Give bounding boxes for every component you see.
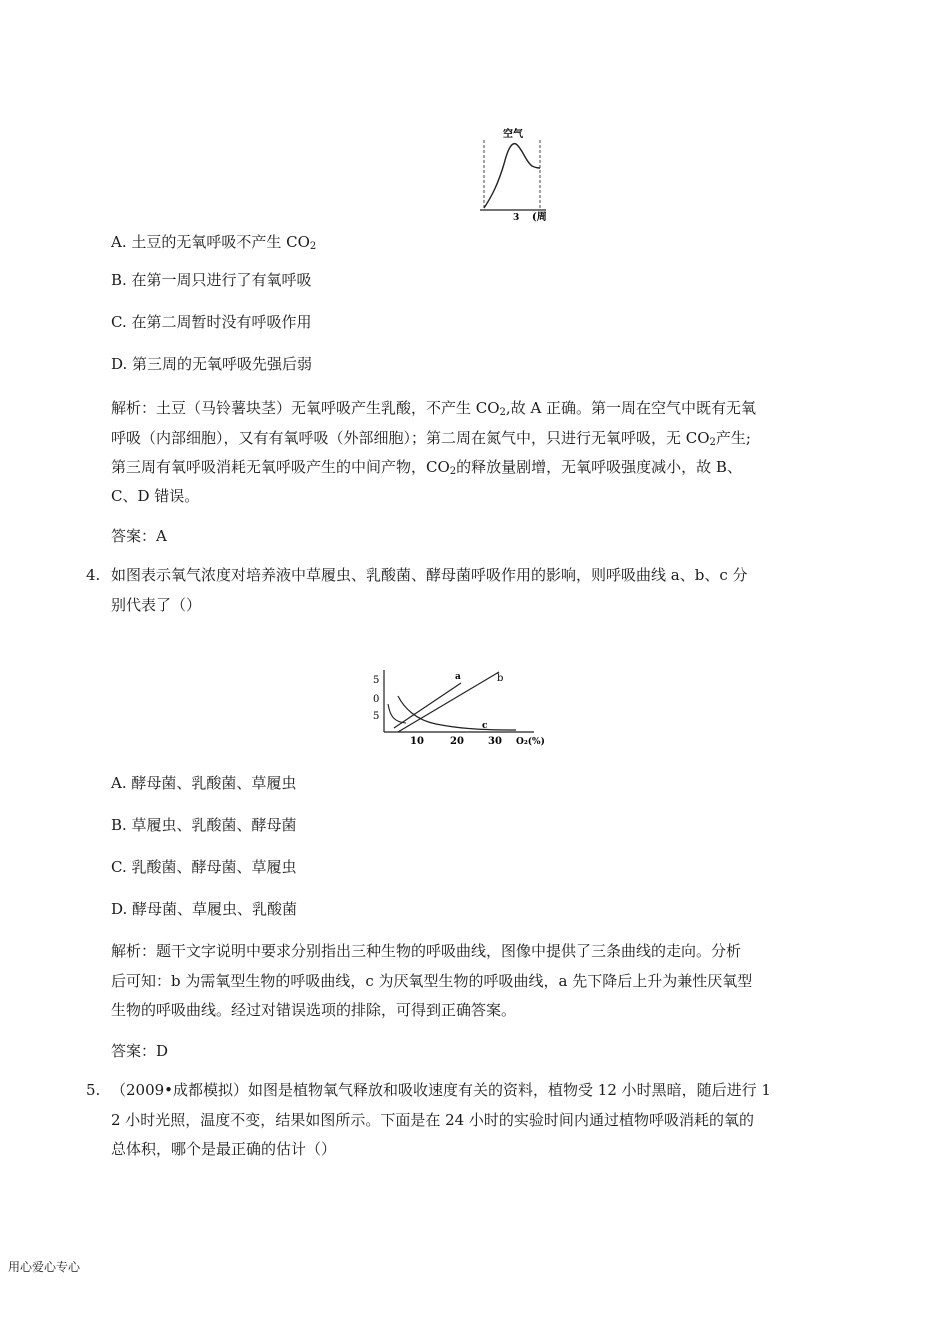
q3-analysis-line-3 [111,457,742,477]
q4-option-c: C. 乳酸菌、酵母菌、草履虫 [111,858,297,876]
q3-option-d: D. 第三周的无氧呼吸先强后弱 [111,355,313,373]
q4-analysis-line-2: 后可知：b 为需氧型生物的呼吸曲线，c 为厌氧型生物的呼吸曲线，a 先下降后上升为兼性厌氧型 [111,972,753,990]
q3-option-c: C. 在第二周暂时没有呼吸作用 [111,313,312,331]
q3-analysis-line-4: C、D 错误。 [111,487,200,505]
q3-analysis-l3a: 第三周有氧呼吸消耗无氧呼吸产生的中间产物，CO [111,458,450,476]
q4-answer: 答案：D [111,1042,169,1060]
q3-analysis-l1a: 解析：土豆（马铃薯块茎）无氧呼吸产生乳酸，不产生 CO [111,399,500,417]
q3-analysis-l3sub: 2 [449,466,457,477]
q4-option-d: D. 酵母菌、草履虫、乳酸菌 [111,900,298,918]
q3-option-b: B. 在第一周只进行了有氧呼吸 [111,271,312,289]
figure2-label-a: a [455,672,461,682]
figure1-tick-3: 3 [513,213,520,222]
q3-analysis-l2a: 呼吸（内部细胞），又有有氧呼吸（外部细胞）；第二周在氮气中，只进行无氧呼吸，无 CO [111,429,710,447]
q3-analysis-line-2 [111,428,751,448]
figure1-label-air: 空气 [503,129,523,140]
figure2-y-tick-1: 5 [373,675,380,686]
figure2-x-tick-30: 30 [488,736,502,747]
q4-analysis-line-3: 生物的呼吸曲线。经过对错误选项的排除，可得到正确答案。 [111,1001,517,1019]
q3-option-a [111,232,316,252]
page-footer: 用心爱心专心 [8,1260,81,1274]
q3-analysis-l1b: ,故 A 正确。第一周在空气中既有无氧 [505,399,757,417]
q3-analysis-l3b: 的释放量剧增，无氧呼吸强度减小，故 B、 [456,458,742,476]
figure1-axis-unit: (周 [532,212,547,222]
q3-option-a-text: A. 土豆的无氧呼吸不产生 CO [111,233,310,251]
q4-stem-line-1: 如图表示氧气浓度对培养液中草履虫、乳酸菌、酵母菌呼吸作用的影响，则呼吸曲线 a、b、c 分 [111,566,748,584]
figure1-curve [484,144,540,208]
q4-number: 4. [86,566,101,584]
figure2-label-c: c [482,721,488,731]
q4-option-a: A. 酵母菌、乳酸菌、草履虫 [111,774,297,792]
figure2-y-tick-3: 5 [373,711,380,722]
q3-option-a-sub: 2 [309,241,317,252]
q4-option-b: B. 草履虫、乳酸菌、酵母菌 [111,816,297,834]
q5-stem-line-3: 总体积，哪个是最正确的估计（） [111,1140,337,1158]
figure2-x-unit: O₂(%) [516,737,545,747]
q5-number: 5. [86,1081,101,1099]
figure2-curve-c-left [388,704,406,723]
q3-analysis-l1sub: 2 [499,407,506,418]
q5-stem-line-2: 2 小时光照，温度不变，结果如图所示。下面是在 24 小时的实验时间内通过植物呼吸消耗的氧的 [111,1111,754,1129]
figure2-x-tick-20: 20 [450,736,464,747]
figure-respiration-weeks [476,126,556,222]
q3-analysis-l2b: 产生; [715,429,751,447]
figure2-x-tick-10: 10 [410,736,424,747]
figure2-svg [366,666,550,748]
q3-answer: 答案：A [111,527,167,545]
q4-analysis-line-1: 解析：题干文字说明中要求分别指出三种生物的呼吸曲线，图像中提供了三条曲线的走向。分析 [111,942,742,960]
figure1-svg [476,126,556,222]
figure-oxygen-concentration [366,666,550,748]
q3-analysis-l2sub: 2 [709,437,716,448]
q4-stem-line-2: 别代表了（） [111,596,202,614]
q3-analysis-line-1 [111,398,756,418]
q5-stem-line-1: （2009•成都模拟）如图是植物氧气释放和吸收速度有关的资料，植物受 12 小时黑暗，随后进行 1 [111,1081,771,1099]
figure2-label-b: b [497,673,504,684]
figure2-y-tick-2: 0 [373,694,380,705]
